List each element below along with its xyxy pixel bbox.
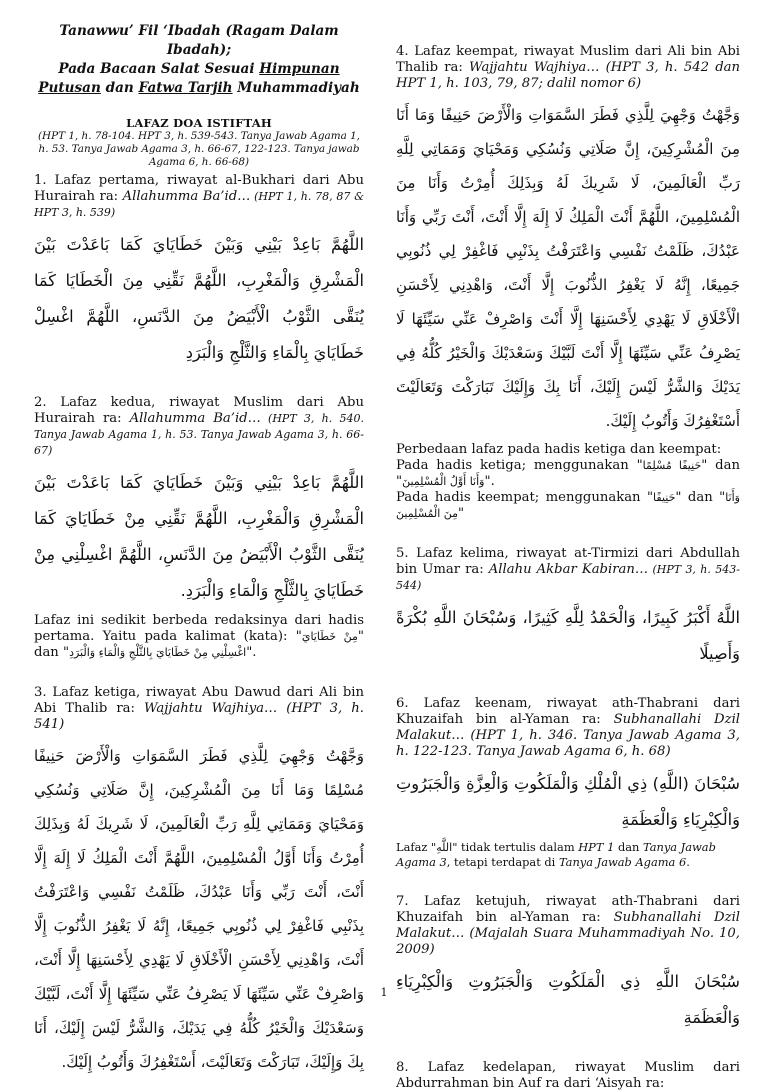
item-4-intro bbox=[396, 44, 740, 92]
item-5-arabic: اللَّهُ أَكْبَرُ كَبِيرًا، وَالْحَمْدُ لِلَّهِ كَثِيرًا، وَسُبْحَانَ اللَّهِ بُكْرَةً وَأَصِيلًا bbox=[396, 608, 740, 663]
item-3-phrase: Wajjahtu Wajhiya… bbox=[144, 701, 278, 716]
note-text: Pada hadis keempat; menggunakan " bbox=[396, 490, 654, 505]
item-4-arabic: وَجَّهْتُ وَجْهِيَ لِلَّذِي فَطَرَ السَّمَوَاتِ وَالْأَرْضَ حَنِيفًا وَمَا أَنَا مِنَ الْمُشْرِكِينَ، إِنَّ صَلَاتِي وَنُسُكِي وَمَحْيَايَ وَمَمَاتِي لِلَّهِ رَبِّ الْعَالَمِينَ، لَا شَرِيكَ لَهُ وَبِذَلِكَ أُمِرْتُ وَأَنَا مِنَ الْمُسْلِمِينَ، اللَّهُمَّ أَنْتَ الْمَلِكُ لَا إِلَهَ إِلَّا أَنْتَ، أَنْتَ رَبِّي وَأَنَا عَبْدُكَ، ظَلَمْتُ نَفْسِي وَاعْتَرَفْتُ بِذَنْبِي فَاغْفِرْ لِي ذُنُوبِي جَمِيعًا، إِنَّهُ لَا يَغْفِرُ الذُّنُوبَ إِلَّا أَنْتَ، وَاهْدِنِي لِأَحْسَنِ الْأَخْلَاقِ لَا يَهْدِي لِأَحْسَنِهَا إِلَّا أَنْتَ وَاصْرِفْ عَنِّي سَيِّئَهَا لَا يَصْرِفُ عَنِّي سَيِّئَهَا إِلَّا أَنْتَ لَبَّيْكَ وَسَعْدَيْكَ وَالْخَيْرُ كُلُّهُ فِي يَدَيْكَ وَالشَّرُّ لَيْسَ إِلَيْكَ، أَنَا بِكَ وَإِلَيْكَ تَبَارَكْتَ وَتَعَالَيْتَ أَسْتَغْفِرُكَ وَأَتُوبُ إِلَيْكَ. bbox=[396, 106, 740, 430]
item-4-lead: 4. Lafaz keempat, riwayat Muslim dari Ali bin Abi Thalib ra: bbox=[396, 44, 740, 75]
item-3-arabic: وَجَّهْتُ وَجْهِيَ لِلَّذِي فَطَرَ السَّمَوَاتِ وَالْأَرْضَ حَنِيفًا مُسْلِمًا وَمَا أَنَا مِنَ الْمُشْرِكِينَ، إِنَّ صَلَاتِي وَنُسُكِي وَمَحْيَايَ وَمَمَاتِي لِلَّهِ رَبِّ الْعَالَمِينَ، لَا شَرِيكَ لَهُ وَبِذَلِكَ أُمِرْتُ وَأَنَا أَوَّلُ الْمُسْلِمِينَ، اللَّهُمَّ أَنْتَ الْمَلِكُ لَا إِلَهَ إِلَّا أَنْتَ، أَنْتَ رَبِّي وَأَنَا عَبْدُكَ، ظَلَمْتُ نَفْسِي وَاعْتَرَفْتُ بِذَنْبِي فَاغْفِرْ لِي ذُنُوبِي جَمِيعًا، إِنَّهُ لَا يَغْفِرُ الذُّنُوبَ إِلَّا أَنْتَ، وَاهْدِنِي لِأَحْسَنِ الْأَخْلَاقِ لَا يَهْدِي لِأَحْسَنِهَا إِلَّا أَنْتَ، وَاصْرِفْ عَنِّي سَيِّئَهَا لَا يَصْرِفُ عَنِّي سَيِّئَهَا إِلَّا أَنْتَ، لَبَّيْكَ وَسَعْدَيْكَ وَالْخَيْرُ كُلُّهُ فِي يَدَيْكَ، وَالشَّرُّ لَيْسَ إِلَيْكَ، أَنَا بِكَ وَإِلَيْكَ، تَبَارَكْتَ وَتَعَالَيْتَ، أَسْتَغْفِرُكَ وَأَتُوبُ إِلَيْكَ. bbox=[34, 747, 364, 1071]
note-italic: HPT 1 bbox=[578, 840, 615, 854]
diff-line-1: Perbedaan lafaz pada hadis ketiga dan keempat: bbox=[396, 442, 722, 457]
item-4-ref: (HPT 3, h. 542 dan HPT 1, h. 103, 79, 87; dalil nomor 6) bbox=[396, 60, 740, 91]
title-line-2 bbox=[34, 60, 364, 98]
item-5-intro bbox=[396, 546, 740, 594]
title-text: dan bbox=[100, 80, 139, 96]
item-6-lead: 6. Lafaz keenam, riwayat ath-Thabrani dari Khuzaifah bin al-Yaman ra: bbox=[396, 696, 740, 727]
item-3-intro bbox=[34, 685, 364, 733]
document-title bbox=[34, 22, 364, 98]
note-text: " bbox=[458, 506, 465, 521]
item-6-ref: (HPT 1, h. 346. Tanya Jawab Agama 3, h. 122-123. Tanya Jawab Agama 6, h. 68) bbox=[396, 728, 740, 759]
title-text: Pada Bacaan Salat Sesuai bbox=[58, 61, 260, 77]
item-2-phrase: Allahumma Ba’id… bbox=[129, 411, 261, 426]
note-italic: Tanya Jawab Agama 3 bbox=[396, 840, 716, 869]
item-5-lead: 5. Lafaz kelima, riwayat at-Tirmizi dari Abdullah bin Umar ra: bbox=[396, 546, 740, 577]
note-text: Pada hadis ketiga; menggunakan " bbox=[396, 458, 643, 473]
left-column bbox=[34, 22, 364, 1079]
note-text: dan bbox=[614, 840, 643, 854]
item-2-arabic: اللَّهُمَّ بَاعِدْ بَيْنِي وَبَيْنَ خَطَايَايَ كَمَا بَاعَدْتَ بَيْنَ الْمَشْرِقِ وَالْمَغْرِبِ، اللَّهُمَّ نَقِّنِي مِنْ خَطَايَايَ كَمَا يُنَقَّى الثَّوْبُ الْأَبْيَضُ مِنَ الدَّنَسِ، اللَّهُمَّ اغْسِلْنِي مِنْ خَطَايَايَ بِالثَّلْجِ وَالْمَاءِ وَالْبَرَدِ. bbox=[34, 473, 364, 600]
item-6-arabic: سُبْحَانَ (اللَّهِ) ذِي الْمُلْكِ وَالْمَلَكُوتِ وَالْعِزَّةِ وَالْجَبَرُوتِ وَالْكِبْرِيَاءِ وَالْعَظَمَةِ bbox=[396, 774, 740, 829]
item-7-ref: (Majalah Suara Muhammadiyah No. 10, 2009) bbox=[396, 926, 740, 957]
item-2-lead: 2. Lafaz kedua, riwayat Muslim dari Abu Hurairah ra: bbox=[34, 395, 364, 426]
item-7-phrase: Subhanallahi Dzil Malakut… bbox=[396, 910, 741, 941]
item-1-intro bbox=[34, 173, 364, 221]
item-2-note bbox=[34, 613, 364, 661]
item-4-phrase: Wajjahtu Wajhiya… bbox=[469, 60, 600, 75]
differences-note bbox=[396, 442, 740, 522]
item-2-ref: (HPT 3, h. 540. Tanya Jawab Agama 1, h. 53. Tanya Jawab Agama 3, h. 66-67) bbox=[34, 412, 365, 457]
item-3-ref: (HPT 3, h. 541) bbox=[34, 701, 364, 732]
title-line-1: Tanawwu’ Fil ‘Ibadah (Ragam Dalam Ibadah); bbox=[59, 23, 339, 58]
item-2-intro bbox=[34, 395, 364, 459]
note-italic: Tanya Jawab Agama 6 bbox=[558, 855, 687, 869]
diff-line-3 bbox=[396, 490, 740, 522]
diff-line-2 bbox=[396, 458, 740, 490]
item-6-note bbox=[396, 840, 740, 870]
note-text: " dan " bbox=[675, 490, 726, 505]
note-arabic: حَنِيفًا bbox=[653, 491, 676, 504]
item-1-lead: 1. Lafaz pertama, riwayat al-Bukhari dari Abu Hurairah ra: bbox=[34, 173, 364, 204]
item-1-phrase: Allahumma Ba’id… bbox=[122, 189, 251, 204]
note-arabic: مِنْ خَطَايَايَ bbox=[301, 630, 358, 643]
item-7-intro bbox=[396, 894, 740, 958]
note-arabic: اغْسِلْنِي مِنْ خَطَايَايَ بِالثَّلْجِ وَالْمَاءِ وَالْبَرَدِ bbox=[69, 646, 247, 659]
item-7-lead: 7. Lafaz ketujuh, riwayat ath-Thabrani dari Khuzaifah bin al-Yaman ra: bbox=[396, 894, 740, 925]
note-arabic: حَنِيفًا مُسْلِمًا bbox=[642, 459, 702, 472]
note-text: ". bbox=[246, 645, 257, 660]
note-arabic: وَأَنَا مِنَ الْمُسْلِمِينَ bbox=[396, 491, 740, 520]
item-5-ref: (HPT 3, h. 543-544) bbox=[396, 563, 740, 592]
item-6-phrase: Subhanallahi Dzil Malakut… bbox=[396, 712, 741, 743]
title-link-himpunan-putusan: Himpunan Putusan bbox=[38, 61, 340, 96]
title-link-fatwa-tarjih: Fatwa Tarjih bbox=[138, 80, 233, 96]
section-heading: LAFAZ DOA ISTIFTAH bbox=[126, 116, 272, 130]
note-text: Lafaz ini sedikit berbeda redaksinya dari hadis pertama. Yaitu pada kalimat (kata): " bbox=[34, 613, 364, 644]
note-arabic: اللَّهِ bbox=[436, 841, 453, 854]
page-number: 1 bbox=[380, 986, 388, 999]
item-6-intro bbox=[396, 696, 740, 760]
note-text: " dan " bbox=[396, 458, 740, 489]
item-8-intro: 8. Lafaz kedelapan, riwayat Muslim dari Abdurrahman bin Auf ra dari ‘Aisyah ra: bbox=[396, 1060, 740, 1091]
item-1-arabic: اللَّهُمَّ بَاعِدْ بَيْنِي وَبَيْنَ خَطَايَايَ كَمَا بَاعَدْتَ بَيْنَ الْمَشْرِقِ وَالْمَغْرِبِ، اللَّهُمَّ نَقِّنِي مِنَ الْخَطَايَا كَمَا يُنَقَّى الثَّوْبُ الْأَبْيَضُ مِنَ الدَّنَسِ، اللَّهُمَّ اغْسِلْ خَطَايَايَ بِالْمَاءِ وَالثَّلْجِ وَالْبَرَدِ bbox=[34, 235, 364, 362]
item-3-lead: 3. Lafaz ketiga, riwayat Abu Dawud dari Ali bin Abi Thalib ra: bbox=[34, 685, 364, 716]
title-text: Muhammadiyah bbox=[232, 80, 360, 96]
note-text: " dan " bbox=[34, 629, 364, 660]
note-text: ". bbox=[484, 474, 495, 489]
note-arabic: وَأَنَا أَوَّلُ الْمُسْلِمِينَ bbox=[402, 475, 485, 488]
right-column bbox=[396, 22, 740, 1092]
item-1-ref: (HPT 1, h. 78, 87 & HPT 3, h. 539) bbox=[34, 190, 364, 219]
note-text: " tidak tertulis dalam bbox=[452, 840, 579, 854]
note-text: Lafaz " bbox=[396, 840, 437, 854]
note-text: . bbox=[686, 855, 690, 869]
section-references: (HPT 1, h. 78-104. HPT 3, h. 539-543. Tanya Jawab Agama 1, h. 53. Tanya Jawab Agama 3, h. 66-67, 122-123. Tanya jawab Agama 6, h. 66-68) bbox=[37, 130, 360, 168]
note-text: , tetapi terdapat di bbox=[446, 855, 559, 869]
item-7-arabic: سُبْحَانَ اللَّهِ ذِي الْمَلَكُوتِ وَالْجَبَرُوتِ وَالْكِبْرِيَاءِ وَالْعَظَمَةِ bbox=[396, 972, 740, 1027]
item-5-phrase: Allahu Akbar Kabiran… bbox=[488, 562, 649, 577]
